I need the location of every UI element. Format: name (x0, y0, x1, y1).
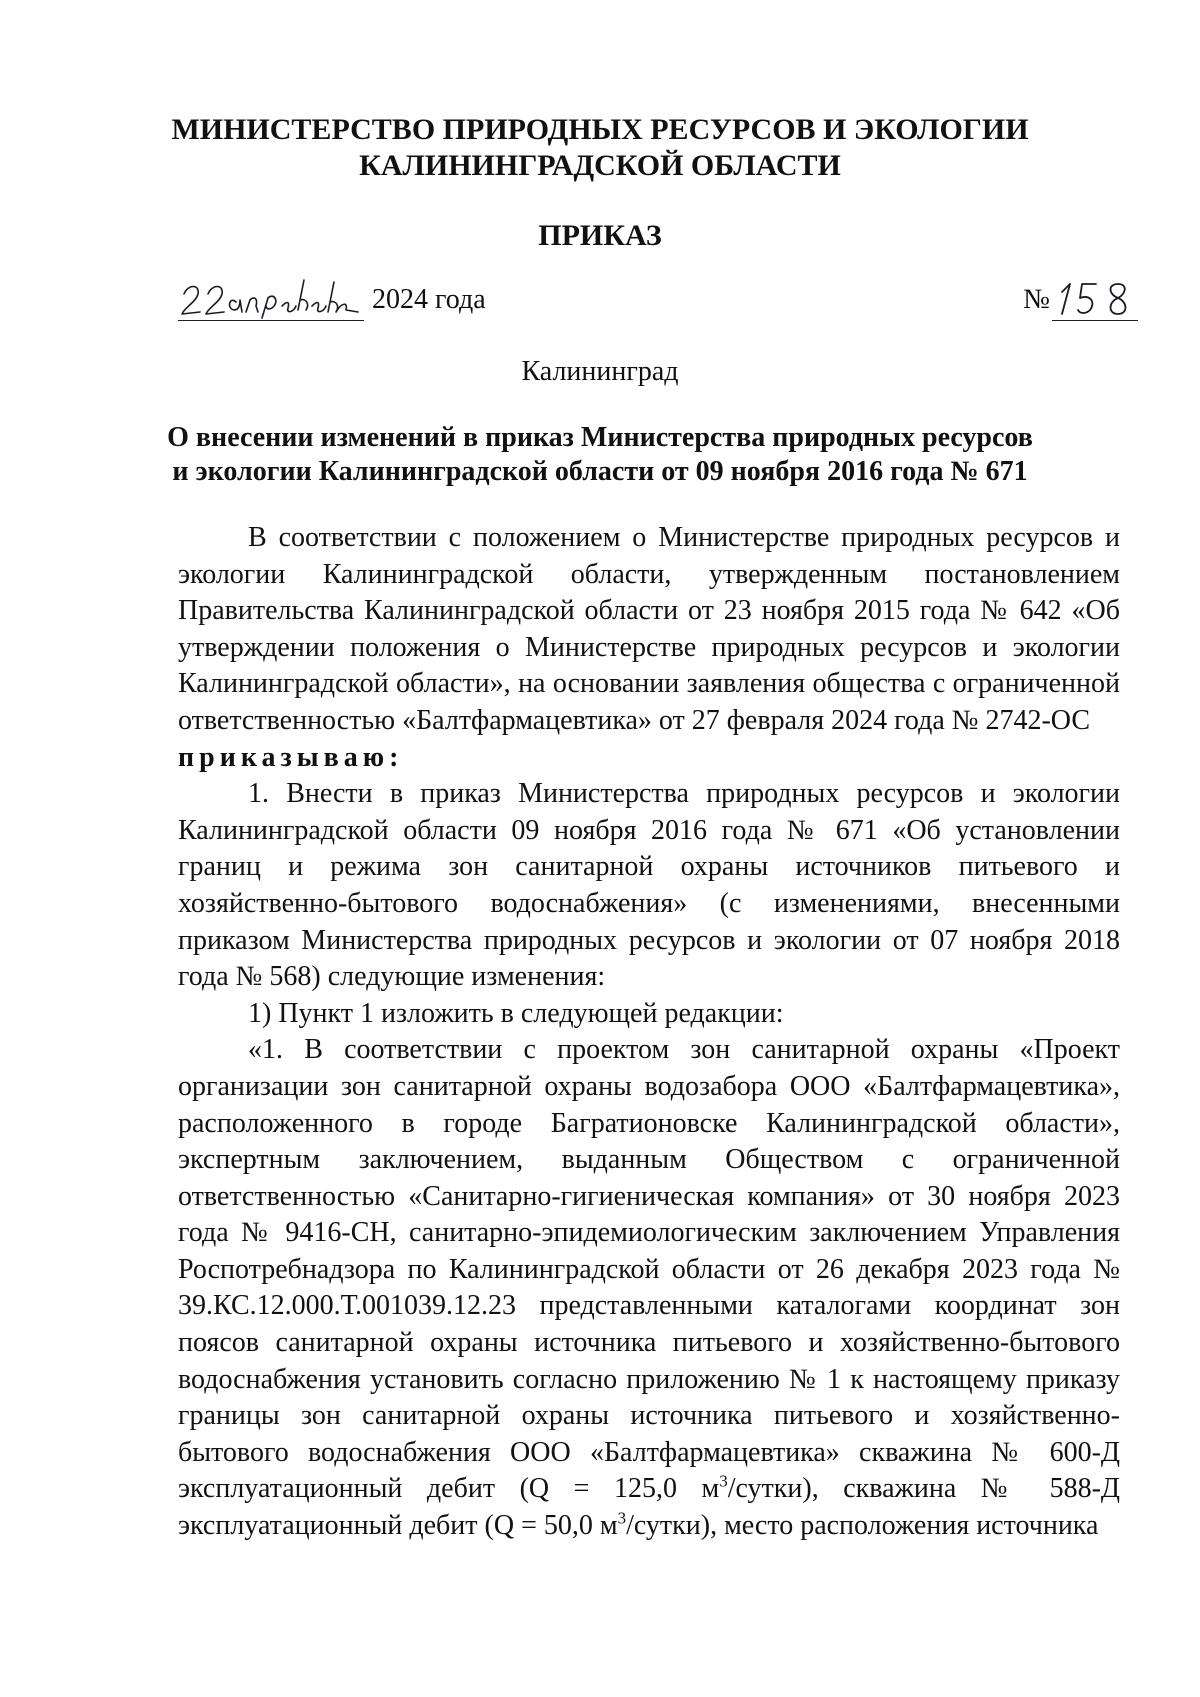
superscript-3: 3 (719, 1472, 728, 1492)
subject-line-1: О внесении изменений в приказ Министерства природных ресурсов (167, 422, 1033, 453)
handwritten-date (178, 272, 364, 321)
ministry-header (0, 112, 1200, 184)
date-year: 2024 года (372, 284, 486, 315)
document-type: ПРИКАЗ (538, 219, 662, 252)
handwritten-number (1052, 272, 1138, 321)
preamble-paragraph: В соответствии с положением о Министерстве природных ресурсов и экологии Калининградской области, утвержденным постановлением Правительства Калининградской области от 23 ноября 2015 года № 642 «Об утверждении положения о Министерстве природных ресурсов и экологии Калининградской области», на основании заявления общества с ограниченной ответственностью «Балтфармацевтика» от 27 февраля 2024 года № 2742-ОС (178, 522, 1120, 736)
number-label: № (1023, 284, 1050, 315)
quote-text-part-1: «1. В соответствии с проектом зон санитарной охраны «Проект организации зон санитарной охраны водозабора ООО «Балтфармацевтика», расположенного в городе Багратионовске Калининградской области», экспертным заключением, выданным Обществом с ограниченной ответственностью «Санитарно-гигиеническая компания» от 30 ноября 2023 года № 9416-СН, санитарно-эпидемиологическим заключением Управления Роспотребнадзора по Калининградской области от 26 декабря 2023 года № 39.КС.12.000.Т.001039.12.23 представленными каталогами координат зон поясов санитарной охраны источника питьевого и хозяйственно-бытового водоснабжения установить согласно приложению № 1 к настоящему приказу границы зон санитарной охраны источника питьевого и хозяйственно-бытового водоснабжения ООО «Балтфармацевтика» скважина № 600-Д эксплуатационный дебит (Q = 125,0 м (178, 1034, 1120, 1505)
city: Калининград (521, 356, 679, 387)
document-body (178, 520, 1120, 1545)
item-1-paragraph: 1. Внести в приказ Министерства природных ресурсов и экологии Калининградской области 09 ноября 2016 года № 671 «Об установлении границ и режима зон санитарной охраны источников питьевого и хозяйственно-бытового водоснабжения» (с изменениями, внесенными приказом Министерства природных ресурсов и экологии от 07 ноября 2018 года № 568) следующие изменения: (178, 778, 1120, 993)
quote-text-part-2: /сутки), скважина № 588-Д эксплуатационный дебит (Q = 50,0 м (178, 1473, 1121, 1542)
quote-text-part-3: /сутки), место расположения источника (626, 1510, 1099, 1542)
order-word: приказываю: (178, 741, 404, 773)
superscript-3: 3 (617, 1508, 627, 1528)
quoted-clause-paragraph (178, 1032, 1120, 1544)
subitem-1-paragraph: 1) Пункт 1 изложить в следующей редакции: (248, 997, 784, 1029)
document-subject (150, 421, 1050, 489)
handwritten-number-image (1052, 272, 1138, 320)
handwritten-date-image (178, 272, 364, 320)
ministry-line-1: МИНИСТЕРСТВО ПРИРОДНЫХ РЕСУРСОВ И ЭКОЛОГИИ (171, 113, 1029, 146)
ministry-line-2: КАЛИНИНГРАДСКОЙ ОБЛАСТИ (359, 149, 841, 182)
subject-line-2: и экологии Калининградской области от 09 ноября 2016 года № 671 (172, 456, 1028, 487)
date-number-row (178, 272, 1138, 322)
